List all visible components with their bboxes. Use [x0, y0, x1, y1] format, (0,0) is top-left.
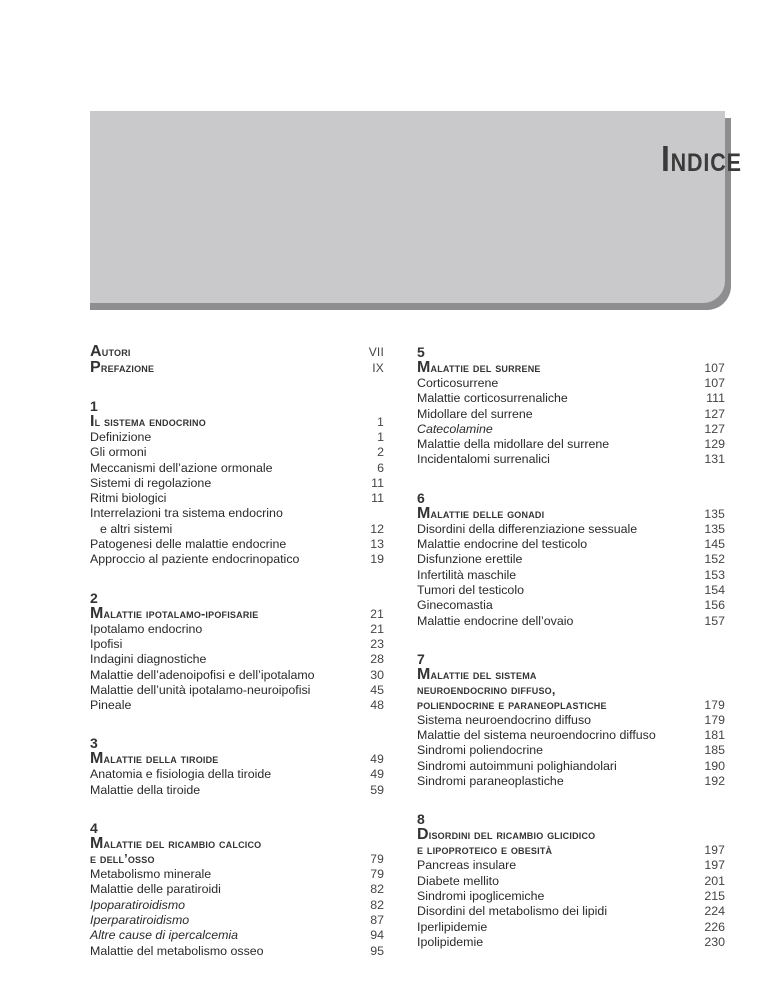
toc-entry [417, 391, 725, 406]
entry-page: 152 [704, 552, 725, 567]
chapter-gap [90, 713, 384, 735]
chapter-title-row [417, 506, 725, 522]
toc-chapter [90, 713, 384, 798]
chapter-title-line: poliendocrine e paraneoplastiche [417, 697, 607, 712]
toc-chapter [417, 629, 725, 789]
chapter-gap [90, 376, 384, 398]
entry-page: 79 [370, 867, 384, 882]
toc-entry [417, 452, 725, 467]
entry-label: Ipolipidemie [417, 934, 484, 949]
entry-label: Malattie endocrine dell’ovaio [417, 613, 574, 628]
entry-label: Corticosurrene [417, 376, 499, 390]
entry-label: Ipofisi [90, 636, 123, 651]
chapter-gap [417, 629, 725, 651]
toc-entry [90, 552, 384, 567]
entry-page: 181 [704, 728, 725, 743]
toc-entry [417, 376, 725, 391]
entry-label: Malattie del sistema neuroendocrino diffuso [417, 728, 656, 743]
entry-label: Sindromi ipoglicemiche [417, 888, 545, 903]
toc-entry [417, 437, 725, 452]
entry-page: VII [368, 345, 384, 359]
chapter-title: Malattie del surrene [417, 359, 541, 376]
toc-entry [417, 889, 725, 904]
toc-front-entry [90, 344, 384, 360]
entry-label: Altre cause di ipercalcemia [90, 928, 239, 943]
entry-label: Disfunzione erettile [417, 552, 523, 567]
entry-label: Metabolismo minerale [90, 867, 212, 882]
entry-page: 11 [371, 475, 384, 490]
entry-page: 19 [370, 552, 384, 567]
chapter-page: 135 [704, 506, 725, 521]
entry-page: 127 [704, 421, 725, 436]
chapter-title-row [90, 414, 384, 430]
entry-page: 215 [704, 888, 725, 903]
toc-entry [90, 944, 384, 959]
toc-right-column [417, 344, 725, 950]
chapter-title-row [90, 836, 384, 852]
entry-page: 179 [704, 712, 725, 727]
chapter-number: 1 [90, 398, 98, 414]
entry-page: 6 [377, 460, 384, 475]
entry-label: Disordini del metabolismo dei lipidi [417, 904, 608, 919]
chapter-number: 6 [417, 489, 425, 506]
toc-entry [417, 407, 725, 422]
entry-label: Definizione [90, 430, 152, 444]
chapter-title-row [417, 667, 725, 683]
entry-page: 59 [370, 782, 384, 797]
toc-chapter [417, 344, 725, 468]
chapter-title-line: Malattie del sistema [417, 665, 537, 683]
chapter-title-row [417, 698, 725, 713]
toc-entry [90, 913, 384, 928]
entry-label: Midollare del surrene [417, 406, 533, 421]
entry-page: 48 [370, 698, 384, 713]
chapter-page: 1 [377, 415, 384, 429]
entry-label: Approccio al paziente endocrinopatico [90, 552, 300, 567]
entry-label: Iperparatiroidismo [90, 912, 190, 927]
entry-page: 94 [370, 928, 384, 943]
entry-label: Sistema neuroendocrino diffuso [417, 712, 592, 727]
toc-chapter [417, 789, 725, 950]
toc-left-column [90, 344, 384, 959]
chapter-title-line: Malattie del ricambio calcico [90, 835, 262, 853]
chapter-title-row [417, 360, 725, 376]
toc-front-entry [90, 360, 384, 376]
entry-page: 23 [370, 636, 384, 651]
entry-page: 197 [704, 858, 725, 873]
toc-chapter [90, 376, 384, 568]
toc-entry [417, 713, 725, 728]
toc-entry [417, 774, 725, 789]
chapter-title-line: e lipoproteico e obesità [417, 843, 553, 858]
entry-page: 13 [370, 537, 384, 552]
entry-label: Ginecomastia [417, 598, 493, 613]
entry-label: Meccanismi dell’azione ormonale [90, 460, 273, 475]
entry-label: Pineale [90, 698, 132, 713]
chapter-number: 5 [417, 344, 425, 360]
entry-page: 226 [704, 919, 725, 934]
entry-label: e altri sistemi [100, 521, 173, 536]
entry-page: 157 [704, 613, 725, 628]
chapter-number: 3 [90, 735, 98, 752]
entry-page: 95 [370, 943, 384, 958]
chapter-title: Malattie ipotalamo-ipofisarie [90, 604, 259, 622]
chapter-title-line: e dell’osso [90, 852, 155, 867]
toc-chapter [417, 468, 725, 629]
toc-entry [417, 743, 725, 758]
toc-entry [90, 476, 384, 491]
entry-label: Ipoparatiroidismo [90, 897, 186, 912]
toc-entry [417, 537, 725, 552]
chapter-number: 8 [417, 811, 425, 828]
entry-page: 82 [370, 897, 384, 912]
toc-entry [90, 637, 384, 652]
entry-page: 1 [377, 430, 384, 444]
entry-label: Malattie della midollare del surrene [417, 437, 610, 452]
entry-page: 192 [704, 774, 725, 789]
toc-chapter [90, 568, 384, 714]
entry-label: Iperlipidemie [417, 919, 488, 934]
chapter-title-line: neuroendocrino diffuso, [417, 682, 556, 697]
toc-entry [417, 858, 725, 873]
entry-page: 30 [370, 667, 384, 682]
entry-page: 2 [377, 445, 384, 460]
entry-label: Malattie del metabolismo osseo [90, 943, 264, 958]
entry-label: Diabete mellito [417, 873, 499, 888]
entry-label: Malattie endocrine del testicolo [417, 537, 588, 552]
chapter-page: 197 [704, 843, 725, 858]
chapter-title-row [417, 843, 725, 858]
chapter-title: Il sistema endocrino [90, 413, 206, 430]
entry-page: 129 [704, 437, 725, 452]
entry-page: 11 [371, 491, 384, 506]
entry-label: Gli ormoni [90, 445, 147, 460]
toc-entry [90, 622, 384, 637]
chapter-number: 2 [90, 589, 98, 606]
chapter-page: 21 [370, 606, 384, 621]
toc-entry [90, 867, 384, 882]
toc-chapter [90, 344, 384, 376]
toc-entry [90, 882, 384, 897]
entry-page: 224 [704, 904, 725, 919]
chapter-title-line: Disordini del ricambio glicidico [417, 826, 596, 844]
chapter-gap [417, 468, 725, 490]
chapter-page: 79 [370, 852, 384, 867]
toc-chapter [90, 798, 384, 959]
toc-entry [417, 759, 725, 774]
chapter-title: Malattie delle gonadi [417, 504, 545, 522]
chapter-title-row [90, 606, 384, 622]
toc-entry [90, 445, 384, 460]
toc-entry [417, 614, 725, 629]
toc-entry [90, 461, 384, 476]
entry-label: Ipotalamo endocrino [90, 621, 203, 636]
entry-page: 230 [704, 934, 725, 949]
entry-label: Malattie dell’adenoipofisi e dell’ipotalamo [90, 667, 315, 682]
toc-entry [417, 583, 725, 598]
toc-entry [90, 430, 384, 445]
entry-label: Malattie corticosurrenaliche [417, 391, 568, 406]
chapter-page: 179 [704, 697, 725, 712]
entry-label: Catecolamine [417, 421, 493, 436]
entry-page: 201 [704, 873, 725, 888]
entry-page: 190 [704, 758, 725, 773]
toc-entry [90, 783, 384, 798]
entry-label: Prefazione [90, 359, 155, 376]
entry-label: Disordini della differenziazione sessuale [417, 521, 638, 536]
entry-label: Ritmi biologici [90, 491, 167, 506]
entry-page: IX [372, 361, 384, 375]
chapter-gap [90, 798, 384, 820]
toc-entry [417, 598, 725, 613]
toc-entry [417, 874, 725, 889]
toc-entry [90, 522, 384, 537]
toc-entry [90, 537, 384, 552]
entry-page: 45 [370, 682, 384, 697]
entry-page: 82 [370, 882, 384, 897]
entry-label: Sindromi poliendocrine [417, 743, 544, 758]
toc-entry [417, 935, 725, 950]
toc-entry [417, 728, 725, 743]
entry-label: Interrelazioni tra sistema endocrino [90, 506, 283, 521]
entry-page: 127 [704, 406, 725, 421]
toc-entry [90, 928, 384, 943]
entry-label: Malattie dell’unità ipotalamo-neuroipofisi [90, 682, 311, 697]
chapter-page: 49 [370, 752, 384, 767]
chapter-title-row [417, 683, 725, 698]
entry-label: Autori [90, 343, 131, 360]
toc-entry [417, 920, 725, 935]
chapter-page: 107 [704, 361, 725, 375]
entry-page: 145 [704, 537, 725, 552]
entry-label: Anatomia e fisiologia della tiroide [90, 767, 272, 782]
chapter-number: 4 [90, 820, 98, 837]
toc-entry [90, 668, 384, 683]
toc-entry [90, 683, 384, 698]
toc-entry [417, 422, 725, 437]
entry-page: 131 [704, 452, 725, 467]
entry-page: 21 [370, 621, 384, 636]
entry-page: 185 [704, 743, 725, 758]
entry-label: Sistemi di regolazione [90, 475, 212, 490]
entry-page: 87 [370, 912, 384, 927]
chapter-title: Malattie della tiroide [90, 750, 219, 768]
toc-entry [90, 491, 384, 506]
toc-entry [417, 552, 725, 567]
entry-label: Patogenesi delle malattie endocrine [90, 537, 287, 552]
entry-page: 107 [704, 376, 725, 390]
entry-page: 111 [706, 391, 725, 406]
chapter-gap [417, 789, 725, 811]
entry-page: 156 [704, 598, 725, 613]
entry-label: Infertilità maschile [417, 567, 517, 582]
entry-page: 49 [370, 767, 384, 782]
toc-entry [90, 652, 384, 667]
entry-label: Malattie delle paratiroidi [90, 882, 221, 897]
header-band [90, 111, 725, 303]
toc-entry [417, 904, 725, 919]
toc-entry [90, 898, 384, 913]
page-title: Indice [661, 138, 742, 179]
chapter-title-row [90, 852, 384, 867]
toc-entry [90, 506, 384, 521]
chapter-number: 7 [417, 650, 425, 667]
entry-label: Incidentalomi surrenalici [417, 452, 550, 467]
chapter-title-row [417, 827, 725, 843]
entry-label: Indagini diagnostiche [90, 652, 207, 667]
toc-entry [90, 767, 384, 782]
entry-page: 153 [704, 567, 725, 582]
entry-page: 12 [370, 521, 384, 536]
entry-page: 135 [704, 521, 725, 536]
toc-entry [417, 522, 725, 537]
entry-label: Pancreas insulare [417, 858, 517, 873]
toc-entry [417, 568, 725, 583]
toc-entry [90, 698, 384, 713]
entry-page: 28 [370, 652, 384, 667]
entry-label: Tumori del testicolo [417, 582, 524, 597]
chapter-gap [90, 568, 384, 590]
entry-page: 154 [704, 582, 725, 597]
entry-label: Sindromi paraneoplastiche [417, 774, 564, 789]
entry-label: Sindromi autoimmuni polighiandolari [417, 758, 617, 773]
chapter-title-row [90, 751, 384, 767]
entry-label: Malattie della tiroide [90, 782, 201, 797]
